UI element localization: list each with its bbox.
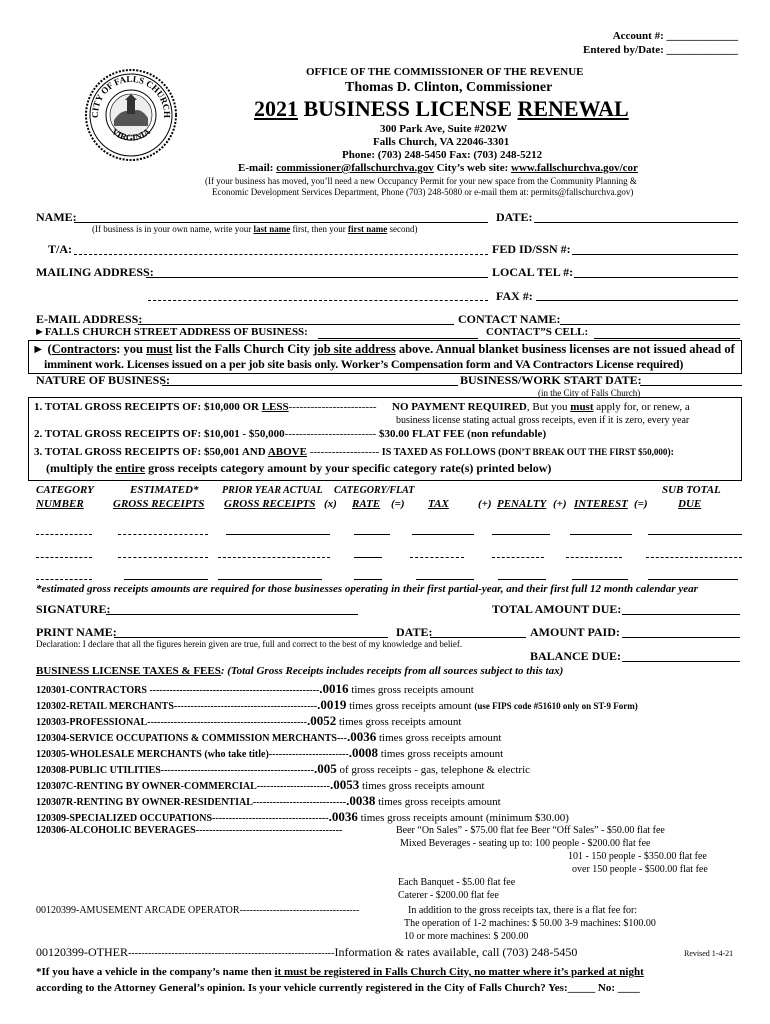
local-tel-field[interactable] [574, 277, 738, 278]
alcohol-line-3: 101 - 150 people - $350.00 flat fee [568, 851, 707, 862]
commissioner-name: Thomas D. Clinton, Commissioner [345, 80, 553, 95]
sign-date-label: DATE: [396, 625, 433, 639]
col-header-prior-year: PRIOR YEAR ACTUAL [222, 485, 323, 496]
city-seal-logo [84, 68, 178, 162]
email-link[interactable]: commissioner@fallschurchva.gov [276, 162, 434, 174]
col-header-interest: INTEREST [574, 498, 628, 510]
col-header-prior-gross-receipts: GROSS RECEIPTS [224, 498, 316, 510]
fax-label: FAX #: [496, 289, 533, 303]
col-header-equals-1: (=) [391, 498, 405, 510]
contact-email-web: E-mail: commissioner@fallschurchva.gov City’s web site: www.fallschurchva.gov/cor [238, 162, 638, 174]
col-header-penalty: PENALTY [497, 498, 547, 510]
col-header-category-flat: CATEGORY/FLAT [334, 485, 415, 496]
alcohol-line-6: Caterer - $200.00 flat fee [398, 890, 499, 901]
mailing-address-field[interactable] [146, 277, 488, 278]
email-address-field[interactable] [138, 324, 454, 325]
receipts-item-2: 2. TOTAL GROSS RECEIPTS OF: $10,001 - $50,000------------------------- $30.00 FLAT FEE (non refundable) [34, 428, 547, 440]
contact-cell-field[interactable] [594, 338, 740, 339]
amount-paid-label: AMOUNT PAID: [530, 625, 620, 639]
contractors-notice-line-1: ► (Contractors: you must list the Falls Church City job site address above. Annual blanket business licenses are not issued ahead of [32, 342, 735, 356]
receipts-item-1: 1. TOTAL GROSS RECEIPTS OF: $10,000 OR LESS------------------------ [34, 401, 377, 413]
receipts-item-1-result: NO PAYMENT REQUIRED, But you must apply for, or renew, a [392, 401, 690, 413]
list-item: 120309-SPECIALIZED OCCUPATIONS-----------------------------------.0036 times gross receipts amount (minimum $30.00) [36, 809, 569, 824]
other-row: 00120399-OTHER--------------------------------------------------------------Information & rates available, call (703) 248-5450 [36, 945, 578, 959]
col-header-estimated: ESTIMATED* [130, 484, 199, 496]
local-tel-label: LOCAL TEL #: [492, 265, 574, 279]
in-city-note: (in the City of Falls Church) [538, 388, 641, 398]
list-item: 120307R-RENTING BY OWNER-RESIDENTIAL----------------------------.0038 times gross receipts amount [36, 793, 501, 808]
alcohol-label: 120306-ALCOHOLIC BEVERAGES-------------------------------------------- [36, 825, 343, 836]
signature-field[interactable] [106, 614, 358, 615]
vehicle-notice-line-2: according to the Attorney General’s opinion. Is your vehicle currently registered in the City of Falls Church? Yes:_____ No: ____ [36, 982, 640, 994]
account-number: Account #: _____________ [612, 30, 738, 42]
estimated-receipts-footnote: *estimated gross receipts amounts are required for those businesses operating in their first partial-year, and their first full 12 month calendar year [36, 583, 698, 595]
seal-bottom-text: VIRGINIA [109, 126, 153, 143]
fed-id-label: FED ID/SSN #: [492, 242, 571, 256]
website-link[interactable]: www.fallschurchva.gov/cor [511, 162, 638, 174]
col-header-rate: RATE [352, 498, 381, 510]
arcade-line-3: 10 or more machines: $ 200.00 [404, 931, 529, 942]
col-header-times: (x) [324, 498, 337, 510]
revised-date: Revised 1-4-21 [684, 949, 734, 958]
col-header-tax: TAX [428, 498, 449, 510]
email-address-label: E-MAIL ADDRESS: [36, 312, 143, 326]
entered-by-date: Entered by/Date: _____________ [582, 44, 738, 56]
alcohol-line-4: over 150 people - $500.00 flat fee [572, 864, 708, 875]
multiply-instruction: (multiply the entire gross receipts category amount by your specific category rate(s) printed below) [46, 461, 552, 475]
print-name-field[interactable] [114, 637, 388, 638]
arcade-label: 00120399-AMUSEMENT ARCADE OPERATOR------------------------------------ [36, 905, 360, 916]
contractors-notice-line-2: imminent work. Licenses issued on a per job site basis only. Worker’s Compensation form and VA Contractors License required) [44, 357, 684, 371]
sign-date-field[interactable] [430, 637, 526, 638]
alcohol-line-2: Mixed Beverages - seating up to: 100 people - $200.00 flat fee [400, 838, 651, 849]
street-address-field[interactable] [318, 338, 478, 339]
total-due-label: TOTAL AMOUNT DUE: [492, 602, 622, 616]
balance-due-field[interactable] [622, 661, 740, 662]
occupancy-notice-1: (If your business has moved, you’ll need a new Occupancy Permit for your new space from the Community Planning & [205, 176, 637, 186]
name-hint: (If business is in your own name, write your last name first, then your first name second) [92, 224, 418, 234]
list-item: 120302-RETAIL MERCHANTS-------------------------------------------.0019 times gross receipts amount (use FIPS code #51610 only on ST-9 Form) [36, 697, 638, 712]
mailing-address-line-2[interactable] [148, 300, 488, 301]
vehicle-notice-line-1: *If you have a vehicle in the company’s name then it must be registered in Falls Church City, no matter where it’s parked at night [36, 966, 644, 978]
street-address-label: ►FALLS CHURCH STREET ADDRESS OF BUSINESS: [34, 326, 308, 338]
amount-paid-field[interactable] [622, 637, 740, 638]
receipts-item-3: 3. TOTAL GROSS RECEIPTS OF: $50,001 AND ABOVE ------------------- IS TAXED AS FOLLOWS (DON’T BREAK OUT THE FIRST $50,000): [34, 446, 675, 458]
start-date-field[interactable] [640, 385, 742, 386]
contact-cell-label: CONTACT”S CELL: [486, 326, 589, 338]
total-due-field[interactable] [622, 614, 740, 615]
nature-of-business-label: NATURE OF BUSINESS: [36, 373, 171, 387]
list-item: 120304-SERVICE OCCUPATIONS & COMMISSION MERCHANTS---.0036 times gross receipts amount [36, 729, 502, 744]
col-header-due: DUE [678, 498, 702, 510]
receipts-item-1-result-line-2: business license stating actual gross receipts, even if it is zero, every year [396, 415, 690, 426]
fax-field[interactable] [536, 300, 738, 301]
declaration: Declaration: I declare that all the figures herein given are true, full and correct to the best of my knowledge and belief. [36, 639, 463, 649]
contact-name-label: CONTACT NAME: [458, 312, 561, 326]
arcade-line-2: The operation of 1-2 machines: $ 50.00 3-9 machines: $100.00 [404, 918, 656, 929]
col-header-category: CATEGORY [36, 484, 94, 496]
taxes-heading: BUSINESS LICENSE TAXES & FEES: (Total Gross Receipts includes receipts from all sources subject to this tax) [36, 665, 564, 677]
start-date-label: BUSINESS/WORK START DATE: [460, 373, 642, 387]
alcohol-line-5: Each Banquet - $5.00 flat fee [398, 877, 516, 888]
list-item: 120305-WHOLESALE MERCHANTS (who take title)------------------------.0008 times gross receipts amount [36, 745, 504, 760]
col-header-equals-2: (=) [634, 498, 648, 510]
address-line-2: Falls Church, VA 22046-3301 [373, 136, 510, 148]
contact-name-field[interactable] [560, 324, 740, 325]
col-header-number: NUMBER [36, 498, 84, 510]
ta-field[interactable] [74, 254, 488, 255]
name-label: NAME: [36, 210, 77, 224]
print-name-label: PRINT NAME: [36, 625, 117, 639]
seal-top-text: CITY OF FALLS CHURCH [89, 73, 173, 119]
ta-label: T/A: [48, 242, 72, 256]
col-header-gross-receipts: GROSS RECEIPTS [113, 498, 205, 510]
signature-label: SIGNATURE: [36, 602, 111, 616]
col-header-plus-2: (+) [553, 498, 567, 510]
col-header-plus-1: (+) [478, 498, 492, 510]
list-item: 120307C-RENTING BY OWNER-COMMERCIAL----------------------.0053 times gross receipts amount [36, 777, 485, 792]
arcade-line-1: In addition to the gross receipts tax, there is a flat fee for: [408, 905, 638, 916]
page-title: 2021 BUSINESS LICENSE RENEWAL [254, 96, 629, 121]
alcohol-line-1: Beer “On Sales” - $75.00 flat fee Beer “Off Sales” - $50.00 flat fee [396, 825, 665, 836]
list-item: 120301-CONTRACTORS ---------------------------------------------------.0016 times gross receipts amount [36, 681, 474, 696]
list-item: 120308-PUBLIC UTILITIES----------------------------------------------.005 of gross receipts - gas, telephone & electric [36, 761, 531, 776]
office-title: OFFICE OF THE COMMISSIONER OF THE REVENUE [306, 66, 584, 78]
name-field[interactable] [74, 222, 488, 223]
balance-due-label: BALANCE DUE: [530, 649, 622, 663]
address-line-1: 300 Park Ave, Suite #202W [380, 123, 508, 135]
occupancy-notice-2: Economic Development Services Department, Phone (703) 248-5080 or e-mail them at: permits@fallschurchva.gov) [212, 187, 634, 197]
col-header-subtotal: SUB TOTAL [662, 484, 721, 496]
list-item: 120303-PROFESSIONAL------------------------------------------------.0052 times gross receipts amount [36, 713, 462, 728]
phone-fax: Phone: (703) 248-5450 Fax: (703) 248-5212 [342, 149, 543, 161]
date-label: DATE: [496, 210, 533, 224]
date-field[interactable] [534, 222, 738, 223]
fed-id-field[interactable] [572, 254, 738, 255]
mailing-address-label: MAILING ADDRESS: [36, 265, 154, 279]
nature-of-business-field[interactable] [162, 385, 458, 386]
